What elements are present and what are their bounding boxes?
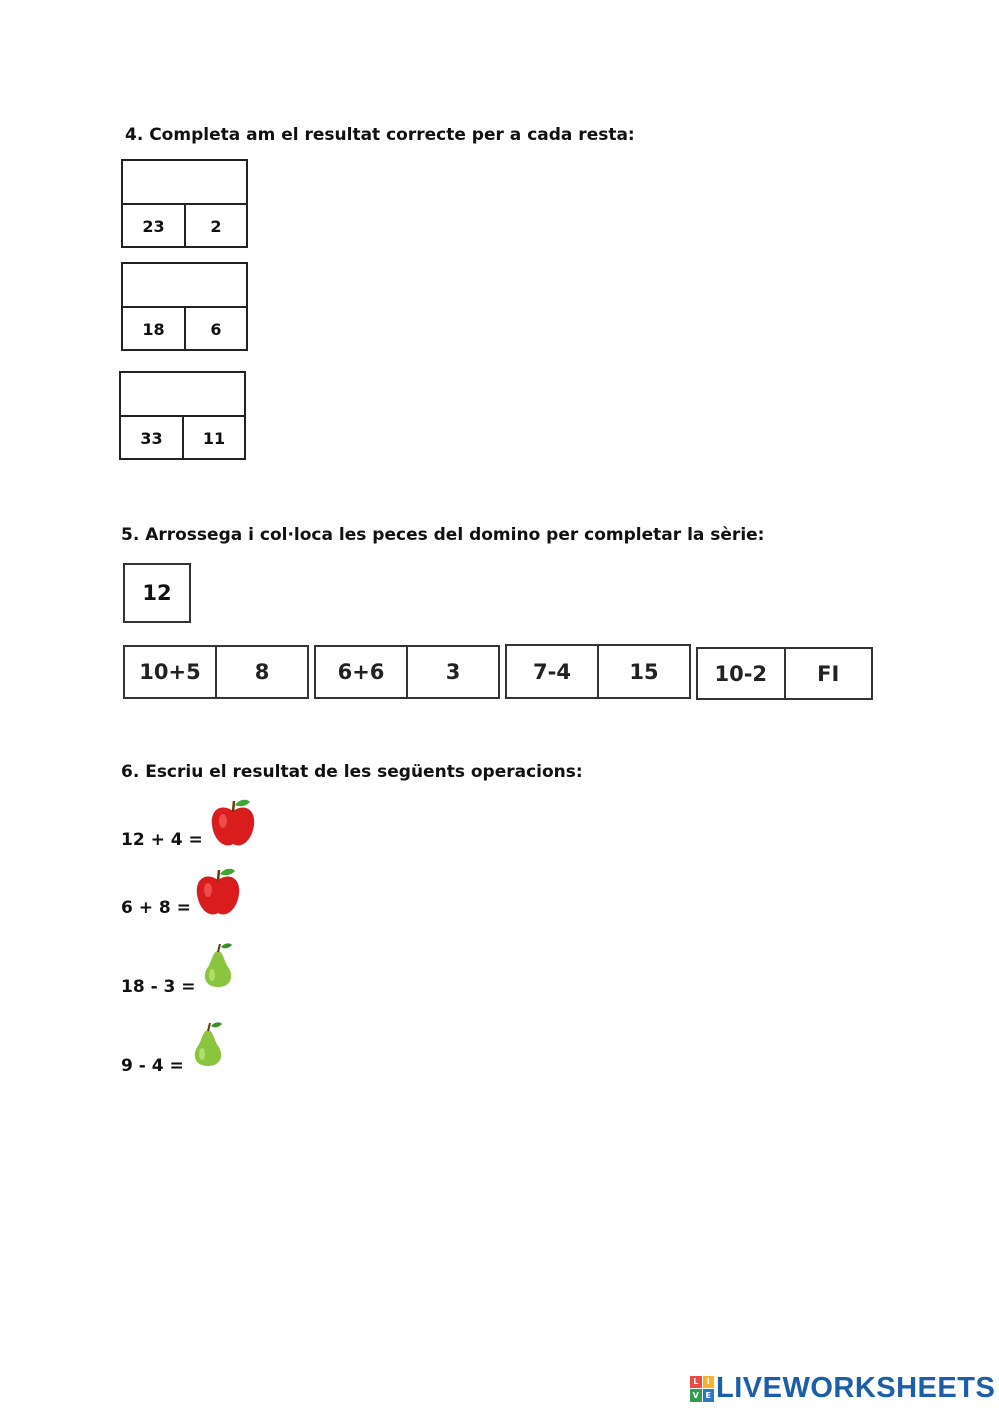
domino-right-half: 15 bbox=[629, 659, 659, 684]
apple-icon[interactable] bbox=[208, 797, 258, 853]
subtraction-box bbox=[121, 159, 248, 248]
liveworksheets-logo bbox=[690, 1372, 995, 1405]
logo-text: LIVEWORKSHEETS bbox=[716, 1372, 996, 1404]
pear-icon[interactable] bbox=[188, 1020, 228, 1074]
section-5-heading: 5. Arrossega i col·loca les peces del domino per completar la sèrie: bbox=[121, 525, 765, 545]
logo-letter: V bbox=[690, 1389, 702, 1402]
subtrahend: 11 bbox=[202, 429, 226, 448]
operation-text: 9 - 4 = bbox=[121, 1056, 184, 1076]
domino-right-half: FI bbox=[817, 661, 840, 686]
answer-field[interactable] bbox=[123, 264, 246, 308]
section-6-heading: 6. Escriu el resultat de les següents operacions: bbox=[121, 762, 583, 782]
subtrahend: 6 bbox=[210, 320, 222, 339]
domino-piece[interactable] bbox=[696, 647, 873, 700]
section-4-heading: 4. Completa am el resultat correcte per a cada resta: bbox=[125, 125, 635, 145]
minuend: 18 bbox=[123, 308, 186, 351]
operation-text: 6 + 8 = bbox=[121, 898, 191, 918]
subtraction-box bbox=[121, 262, 248, 351]
domino-piece[interactable] bbox=[505, 644, 691, 699]
subtrahend: 2 bbox=[210, 217, 222, 236]
logo-mark-icon bbox=[690, 1376, 714, 1402]
logo-letter: L bbox=[690, 1376, 702, 1389]
minuend: 23 bbox=[123, 205, 186, 248]
domino-left-half: 10+5 bbox=[125, 647, 217, 697]
domino-right-half: 3 bbox=[445, 660, 461, 684]
minuend: 33 bbox=[121, 417, 184, 460]
domino-left-half: 10-2 bbox=[698, 649, 786, 698]
domino-left-half: 6+6 bbox=[316, 647, 408, 697]
domino-piece[interactable] bbox=[314, 645, 500, 699]
logo-letter: I bbox=[703, 1376, 715, 1389]
domino-piece[interactable] bbox=[123, 645, 309, 699]
domino-left-half: 7-4 bbox=[507, 646, 599, 697]
domino-right-half: 8 bbox=[254, 660, 270, 684]
operation-text: 18 - 3 = bbox=[121, 977, 196, 997]
logo-letter: E bbox=[703, 1389, 715, 1402]
apple-icon[interactable] bbox=[193, 866, 243, 922]
subtraction-box bbox=[119, 371, 246, 460]
answer-field[interactable] bbox=[121, 373, 244, 417]
pear-icon[interactable] bbox=[198, 941, 238, 995]
domino-start-piece: 12 bbox=[123, 563, 191, 623]
operation-text: 12 + 4 = bbox=[121, 830, 203, 850]
answer-field[interactable] bbox=[123, 161, 246, 205]
